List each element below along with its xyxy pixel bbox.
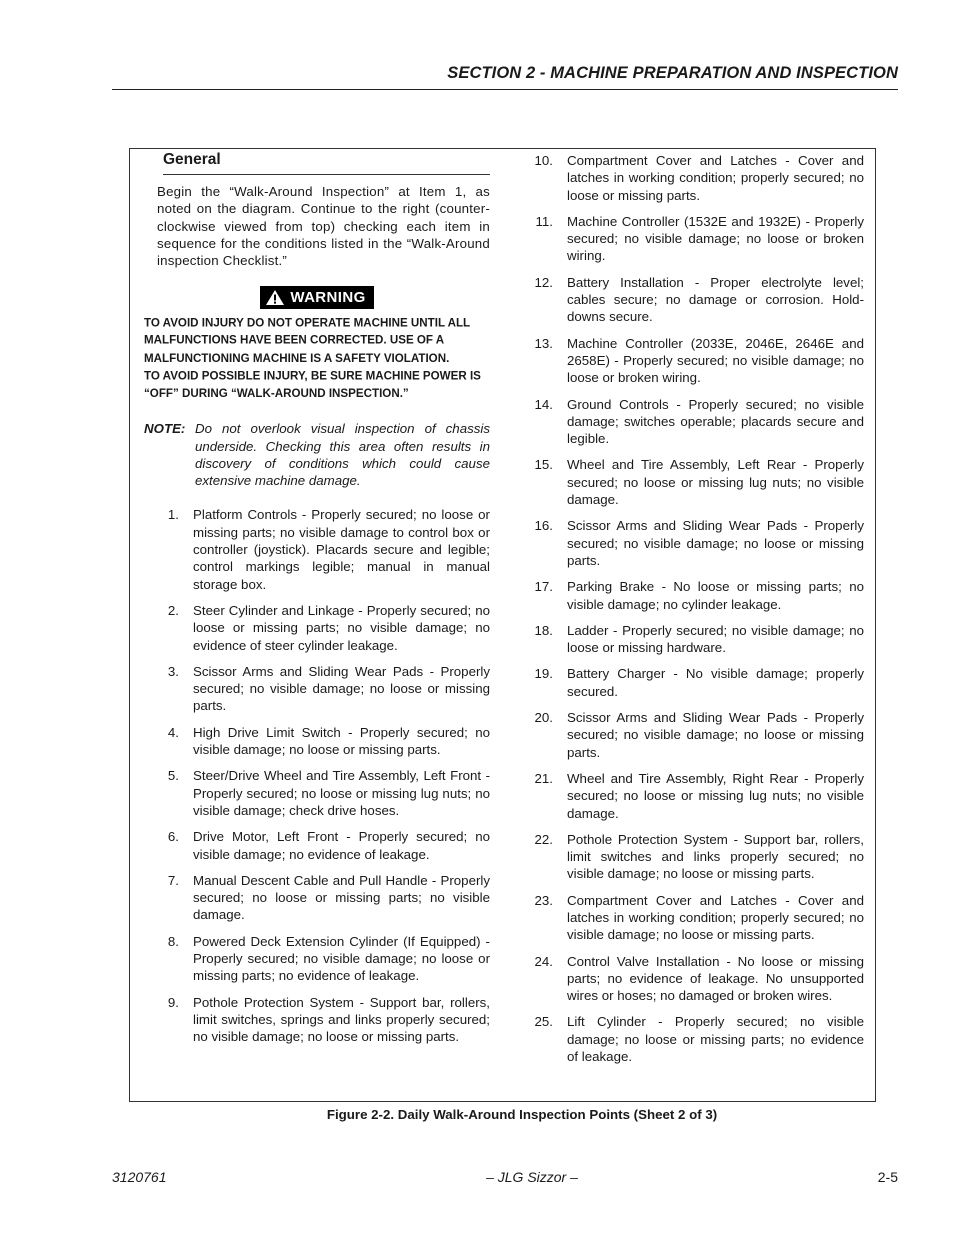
warning-banner: [144, 286, 490, 310]
checklist-item: [533, 953, 864, 1005]
checklist-item: [144, 872, 490, 924]
checklist-item: [533, 274, 864, 326]
checklist-item: [533, 152, 864, 204]
item-text: Compartment Cover and Latches - Cover and latches in working condition; properly secured; no visible damage; no loose or missing parts.: [567, 892, 864, 943]
checklist-item: [533, 578, 864, 613]
item-number: 25.: [534, 1014, 553, 1030]
item-text: Scissor Arms and Sliding Wear Pads - Properly secured; no visible damage; no loose or missing parts.: [567, 710, 864, 760]
item-text: Powered Deck Extension Cylinder (If Equipped) - Properly secured; no visible damage; no loose or missing parts; no evidence of leakage.: [193, 933, 490, 984]
warning-line: TO AVOID POSSIBLE INJURY, BE SURE MACHINE POWER IS “OFF” DURING “WALK-AROUND INSPECTION.”: [144, 368, 481, 400]
item-text: Scissor Arms and Sliding Wear Pads - Properly secured; no visible damage; no loose or missing parts.: [567, 518, 864, 568]
item-text: Battery Charger - No visible damage; properly secured.: [567, 666, 864, 699]
checklist-item: [144, 602, 490, 654]
checklist-item: [144, 933, 490, 985]
item-number: 20.: [534, 710, 553, 726]
item-number: 9.: [167, 994, 179, 1010]
item-number: 21.: [534, 770, 553, 786]
item-number: 19.: [534, 666, 553, 682]
item-text: Wheel and Tire Assembly, Right Rear - Properly secured; no loose or missing lug nuts; no visible damage.: [567, 770, 864, 821]
warning-line: TO AVOID INJURY DO NOT OPERATE MACHINE UNTIL ALL MALFUNCTIONS HAVE BEEN CORRECTED. USE OF A MALFUNCTIONING MACHINE IS A SAFETY VIOLATION.: [144, 315, 470, 365]
item-text: Pothole Protection System - Support bar, rollers, limit switches and links properly secured; no visible damage; no loose or missing parts.: [567, 831, 864, 882]
item-number: 22.: [534, 831, 553, 847]
item-number: 14.: [534, 396, 553, 412]
item-number: 15.: [534, 457, 553, 473]
item-text: Drive Motor, Left Front - Properly secured; no visible damage; no evidence of leakage.: [193, 829, 490, 862]
item-number: 24.: [534, 953, 553, 969]
checklist-item: [533, 665, 864, 700]
item-number: 18.: [534, 622, 553, 638]
note-label: NOTE:: [144, 421, 186, 437]
item-text: Manual Descent Cable and Pull Handle - Properly secured; no loose or missing parts; no visible damage.: [193, 872, 490, 923]
item-text: Parking Brake - No loose or missing parts; no visible damage; no cylinder leakage.: [567, 579, 864, 612]
item-text: Platform Controls - Properly secured; no loose or missing parts; no visible damage to control box or controller (joystick). Placards secure and legible; control markings legible; manual in manual storage box.: [193, 507, 490, 592]
checklist-item: [533, 1013, 864, 1065]
checklist-item: [533, 622, 864, 657]
checklist-item: [533, 831, 864, 883]
item-number: 1.: [167, 507, 179, 523]
item-number: 8.: [167, 933, 179, 949]
item-number: 11.: [535, 213, 553, 229]
item-number: 16.: [534, 518, 553, 534]
note: [144, 420, 490, 489]
right-column: [533, 152, 864, 1074]
warning-badge: [260, 286, 373, 309]
checklist-item: [533, 335, 864, 387]
item-text: Steer/Drive Wheel and Tire Assembly, Left Front - Properly secured; no loose or missing lug nuts; no visible damage; check drive hoses.: [193, 768, 490, 818]
figure-caption: Figure 2-2. Daily Walk-Around Inspection Points (Sheet 2 of 3): [326, 1107, 718, 1122]
item-number: 23.: [534, 892, 553, 908]
general-intro: Begin the “Walk-Around Inspection” at Item 1, as noted on the diagram. Continue to the right (counter-clockwise viewed from top) checking each item in sequence for the conditions listed in the “Walk-Around inspection Checklist.”: [157, 184, 490, 269]
item-text: Control Valve Installation - No loose or missing parts; no evidence of leakage. No unsupported wires or hoses; no damaged or broken wires.: [567, 953, 864, 1004]
general-heading: General: [163, 150, 490, 175]
checklist-item: [144, 724, 490, 759]
checklist-item: [533, 770, 864, 822]
item-text: Lift Cylinder - Properly secured; no visible damage; no loose or missing parts; no evidence of leakage.: [567, 1014, 864, 1065]
item-number: 12.: [534, 274, 553, 290]
item-number: 4.: [167, 724, 179, 740]
section-title: SECTION 2 - MACHINE PREPARATION AND INSPECTION: [447, 64, 898, 82]
item-number: 10.: [534, 153, 553, 168]
checklist-item: [533, 213, 864, 265]
warning-label: WARNING: [290, 289, 366, 307]
footer-doc-number: 3120761: [112, 1169, 167, 1185]
item-text: Ladder - Properly secured; no visible damage; no loose or missing hardware.: [567, 622, 864, 656]
checklist-item: [533, 709, 864, 761]
checklist-item: [144, 994, 490, 1046]
item-text: Pothole Protection System - Support bar, rollers, limit switches, springs and links properly secured; no visible damage; no loose or missing parts.: [193, 994, 490, 1045]
note-text: Do not overlook visual inspection of chassis underside. Checking this area often results in discovery of conditions which could cause extensive machine damage.: [195, 421, 490, 489]
warning-text: [144, 314, 490, 402]
checklist-item: [144, 767, 490, 819]
item-number: 6.: [167, 829, 179, 845]
footer-title: – JLG Sizzor –: [486, 1169, 578, 1185]
checklist-item: [144, 506, 490, 592]
left-column: [144, 150, 490, 1054]
item-text: Scissor Arms and Sliding Wear Pads - Properly secured; no visible damage; no loose or missing parts.: [193, 663, 490, 714]
item-number: 17.: [534, 579, 553, 595]
item-text: Machine Controller (2033E, 2046E, 2646E and 2658E) - Properly secured; no visible damage; no loose or broken wiring.: [567, 335, 864, 386]
item-text: Ground Controls - Properly secured; no visible damage; switches operable; placards secure and legible.: [567, 396, 864, 447]
item-text: Steer Cylinder and Linkage - Properly secured; no loose or missing parts; no visible damage; no evidence of steer cylinder leakage.: [193, 602, 490, 653]
header-rule: [112, 89, 898, 90]
item-text: High Drive Limit Switch - Properly secured; no visible damage; no loose or missing parts.: [193, 724, 490, 758]
item-text: Machine Controller (1532E and 1932E) - Properly secured; no visible damage; no loose or broken wiring.: [567, 213, 864, 264]
warning-triangle-icon: [265, 289, 285, 306]
item-number: 7.: [167, 872, 179, 888]
checklist-item: [533, 456, 864, 508]
item-text: Wheel and Tire Assembly, Left Rear - Properly secured; no loose or missing lug nuts; no visible damage.: [567, 457, 864, 508]
item-number: 13.: [534, 335, 553, 351]
item-number: 5.: [167, 768, 179, 784]
checklist-item: [144, 828, 490, 863]
checklist-item: [533, 892, 864, 944]
checklist-left: [144, 506, 490, 1045]
checklist-item: [144, 663, 490, 715]
item-text: Battery Installation - Proper electrolyte level; cables secure; no damage or corrosion. Hold-downs secure.: [567, 274, 864, 325]
item-number: 3.: [167, 663, 179, 679]
checklist-item: [533, 517, 864, 569]
item-text: Compartment Cover and Latches - Cover and latches in working condition; properly secured; no loose or missing parts.: [567, 153, 864, 203]
checklist-item: [533, 396, 864, 448]
item-number: 2.: [167, 602, 179, 618]
footer-page-number: 2-5: [877, 1169, 898, 1185]
